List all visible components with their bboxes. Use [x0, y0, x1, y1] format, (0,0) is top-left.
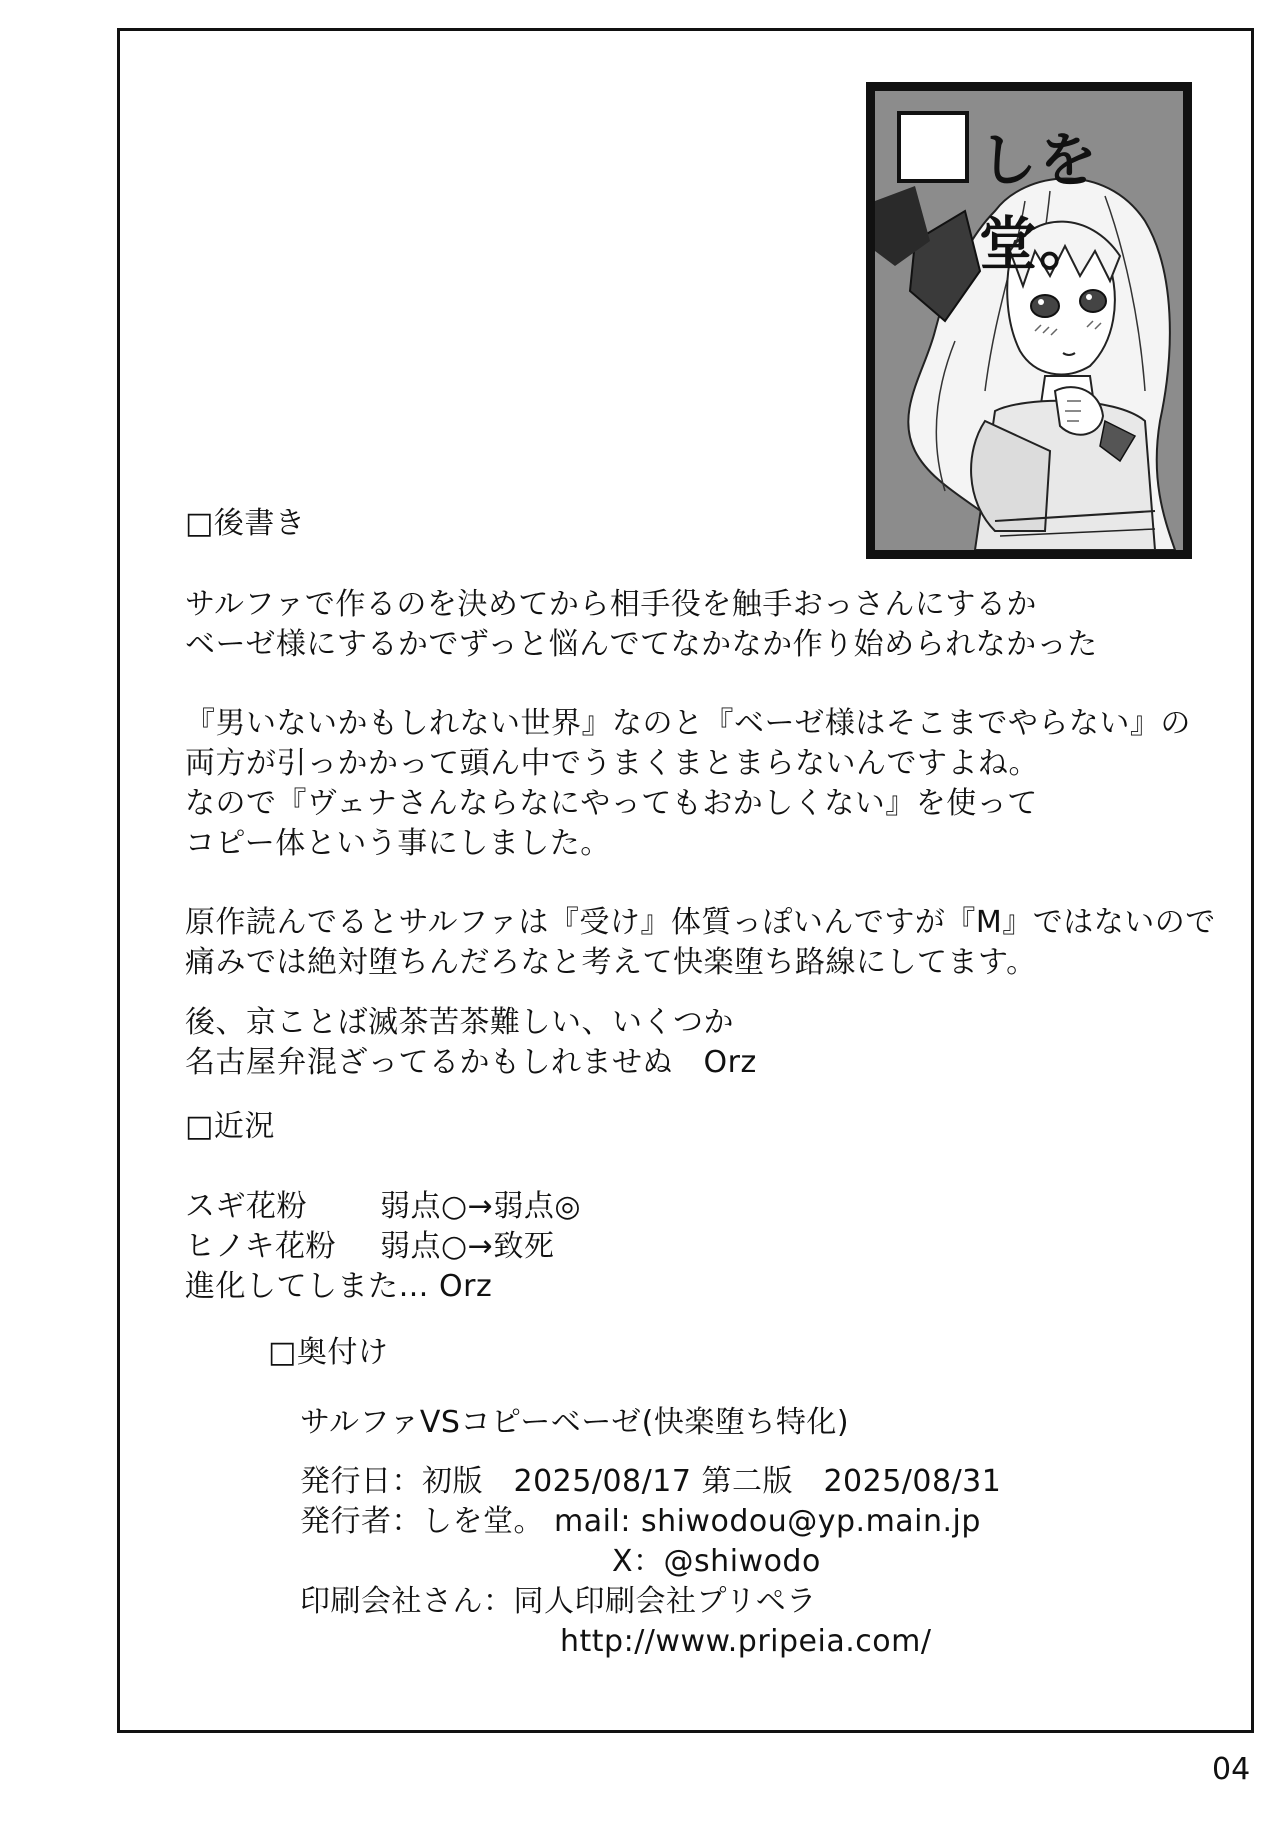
afterword-p2-line2: 両方が引っかかって頭ん中でうまくまとまらないんですよね。 [185, 746, 1039, 781]
afterword-p3-line1: 原作読んでるとサルファは『受け』体質っぽいんですが『M』ではないので [185, 905, 1216, 940]
colophon-issue-date: 発行日：初版 2025/08/17 第二版 2025/08/31 [300, 1464, 1002, 1499]
logo-panel [875, 91, 1183, 550]
recent-row-value: 弱点○→致死 [380, 1229, 555, 1264]
colophon-printer: 印刷会社さん：同人印刷会社プリペラ [300, 1584, 817, 1619]
colophon-heading: □奥付け [268, 1335, 389, 1370]
recent-row-label: スギ花粉 [185, 1189, 307, 1224]
recent-row-value: 弱点○→弱点◎ [380, 1189, 581, 1224]
recent-heading: □近況 [185, 1109, 275, 1144]
circle-logo-box [866, 82, 1192, 559]
afterword-p2-line4: コピー体という事にしました。 [185, 826, 611, 861]
page-number: 04 [1212, 1752, 1251, 1787]
afterword-p4-line1: 後、京ことば滅茶苦茶難しい、いくつか [185, 1005, 734, 1040]
afterword-p3-line2: 痛みでは絶対堕ちんだろなと考えて快楽堕ち路線にしてます。 [185, 945, 1037, 980]
colophon-publisher: 発行者：しを堂。 mail: shiwodou@yp.main.jp [300, 1504, 981, 1539]
circle-name-logo: しを堂。 [979, 126, 1100, 278]
afterword-heading: □後書き [185, 506, 306, 541]
recent-row [185, 1227, 554, 1267]
afterword-p2-line1: 『男いないかもしれない世界』なのと『ベーゼ様はそこまでやらない』の [185, 706, 1191, 741]
afterword-p1-line2: ベーゼ様にするかでずっと悩んでてなかなか作り始められなかった [185, 627, 1098, 662]
recent-row [185, 1187, 581, 1227]
colophon-x-account: X：@shiwodo [612, 1544, 821, 1579]
colophon-title: サルファVSコピーベーゼ(快楽堕ち特化) [300, 1405, 850, 1440]
afterword-p1-line1: サルファで作るのを決めてから相手役を触手おっさんにするか [185, 587, 1037, 622]
afterword-p2-line3: なので『ヴェナさんならなにやってもおかしくない』を使って [185, 786, 1038, 821]
recent-row-label: ヒノキ花粉 [185, 1229, 336, 1264]
afterword-p4-line2: 名古屋弁混ざってるかもしれませぬ Orz [185, 1045, 757, 1080]
colophon-printer-url: http://www.pripeia.com/ [560, 1624, 932, 1659]
logo-square-mark [897, 111, 969, 183]
recent-note: 進化してしまた… Orz [185, 1269, 493, 1304]
